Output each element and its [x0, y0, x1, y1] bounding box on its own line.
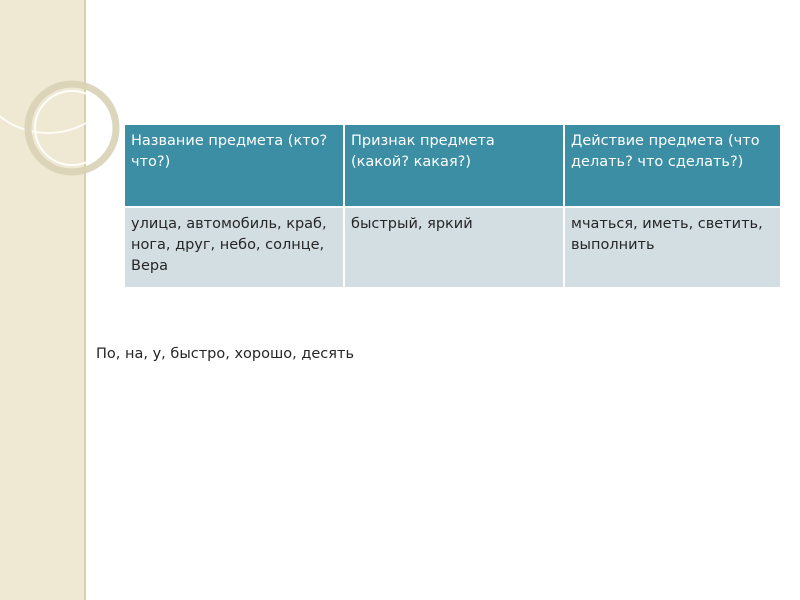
- cell-nouns: улица, автомобиль, краб, нога, друг, небо, солнце, Вера: [125, 207, 344, 287]
- words-table: [125, 125, 780, 287]
- table-header-row: [125, 125, 780, 207]
- header-object-name: Название предмета (кто? что?): [125, 125, 344, 207]
- cell-adjectives: быстрый, яркий: [344, 207, 564, 287]
- table-row: [125, 207, 780, 287]
- header-object-feature: Признак предмета (какой? какая?): [344, 125, 564, 207]
- extra-words-text: По, на, у, быстро, хорошо, десять: [96, 346, 354, 362]
- side-band: [0, 0, 86, 600]
- cell-verbs: мчаться, иметь, светить, выполнить: [564, 207, 780, 287]
- header-object-action: Действие предмета (что делать? что сделать?): [564, 125, 780, 207]
